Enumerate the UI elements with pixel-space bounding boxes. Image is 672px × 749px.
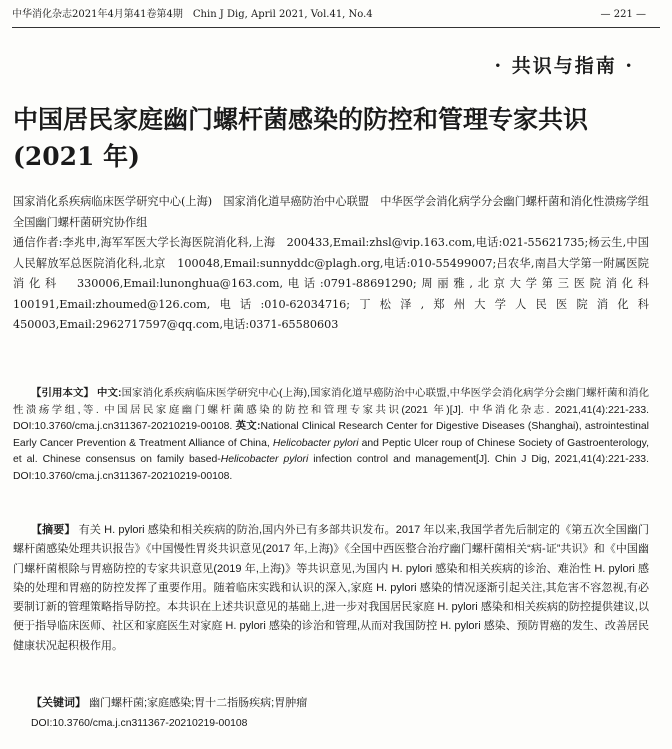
author-organizations: 国家消化系疾病临床医学研究中心(上海) 国家消化道早癌防治中心联盟 中华医学会消化病学分会幽门螺杆菌和消化性溃疡学组 全国幽门螺杆菌研究协作组 <box>13 195 661 229</box>
abstract-block <box>13 521 649 656</box>
citation-en-label: 英文: <box>235 421 261 433</box>
citation-en-text-2: and Peptic Ulcer roup of Chinese Society of Gastroenterology, et al. Chinese consensus on family based- <box>13 437 649 466</box>
journal-issue-line: 中华消化杂志2021年4月第41卷第4期 Chin J Dig, April 2021, Vol.41, No.4 <box>12 9 373 20</box>
keywords-text: 幽门螺杆菌;家庭感染;胃十二指肠疾病;胃肿瘤 <box>89 697 308 709</box>
abstract-lead: 【摘要】 <box>31 524 76 536</box>
keywords-paragraph <box>13 694 649 712</box>
citation-paragraph <box>13 386 649 486</box>
citation-en-text-1: National Clinical Research Center for Digestive Diseases (Shanghai), astrointestinal Early Cancer Prevention & Treatment Alliance of China, <box>13 421 649 449</box>
citation-block <box>13 386 649 486</box>
header-divider <box>12 27 660 28</box>
author-block <box>13 192 661 336</box>
abstract-paragraph <box>13 521 649 656</box>
running-head <box>12 8 660 22</box>
citation-lead: 【引用本文】 <box>31 388 94 399</box>
keywords-block <box>13 694 649 712</box>
corresponding-authors: 通信作者:李兆申,海军军医大学长海医院消化科,上海 200433,Email:zhsl@vip.163.com,电话:021-55621735;杨云生,中国人民解放军总医院消化科,北京 100048,Email:sunnyddc@plagh.org,电话:010-55499007;吕农华,南昌大学第一附属医院消化科 330006,Email:lunonghua@163.com,电话:0791-88691290;周丽雅,北京大学第三医院消化科 100191,Email:zhoumed@126.com,电话:010-62034716;丁松泽,郑州大学人民医院消化科 450003,Email:2962717597@qq.com,电话:0371-65580603 <box>13 236 661 331</box>
page-number: — 221 — <box>600 9 646 20</box>
citation-zh-label: 中文: <box>97 388 122 399</box>
citation-zh-text: 国家消化系疾病临床医学研究中心(上海),国家消化道早癌防治中心联盟,中华医学会消化病学分会幽门螺杆菌和消化性溃疡学组,等. 中国居民家庭幽门螺杆菌感染的防控和管理专家共识(2021 年)[J]. 中华消化杂志. 2021,41(4):221-233. DOI:10.3760/cma.j.cn311367-20210219-00108. <box>13 388 649 433</box>
section-tag: · 共识与指南 · <box>494 55 634 77</box>
keywords-lead: 【关键词】 <box>31 697 86 709</box>
citation-en-text-3: infection control and management[J]. Chin J Dig, 2021,41(4):221-233. DOI:10.3760/cma.j.cn311367-20210219-00108. <box>13 454 649 482</box>
doi-line: DOI:10.3760/cma.j.cn311367-20210219-00108 <box>31 718 248 729</box>
citation-en-italic-2: Helicobacter pylori <box>220 454 309 466</box>
citation-en-italic-1: Helicobacter pylori <box>272 437 359 449</box>
abstract-text: 有关 H. pylori 感染和相关疾病的防治,国内外已有多部共识发布。2017 年以来,我国学者先后制定的《第五次全国幽门螺杆菌感染处理共识报告》《中国慢性胃炎共识意见(2017 年,上海)》《全国中西医整合治疗幽门螺杆菌相关“病-证”共识》和《中国幽门螺杆菌根除与胃癌防控的专家共识意见(2019 年,上海)》等共识意见,为国内 H. pylori 感染和相关疾病的诊治、难治性 H. pylori 感染的处理和胃癌的防控发挥了重要作用。随着临床实践和认识的深入,家庭 H. pylori 感染的情况逐渐引起关注,其危害不容忽视,有必要制订新的管理策略指导防控。本共识在上述共识意见的基础上,进一步对我国居民家庭 H. pylori 感染和相关疾病的防控提供建议,以便于指导临床医师、社区和家庭医生对家庭 H. pylori 感染的诊治和管理,从而对我国防控 H. pylori 感染、预防胃癌的发生、改善居民健康状况起积极作用。 <box>13 524 650 652</box>
article-title: 中国居民家庭幽门螺杆菌感染的防控和管理专家共识(2021 年) <box>13 105 589 171</box>
